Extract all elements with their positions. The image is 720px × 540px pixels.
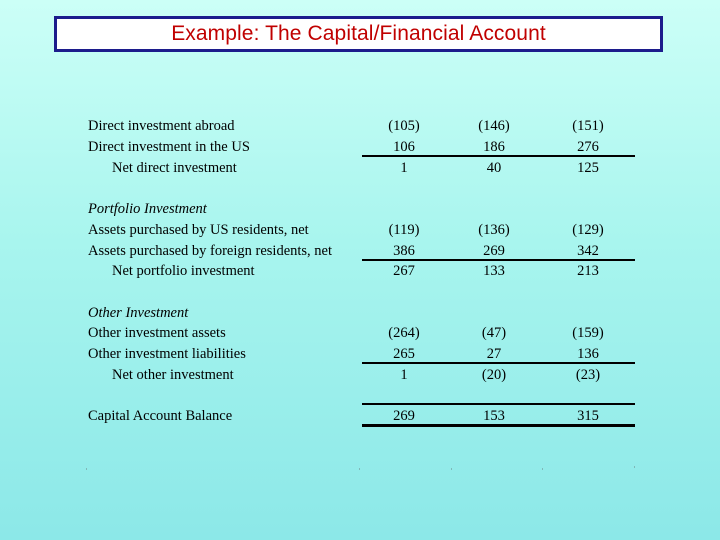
cell-value: 27 bbox=[486, 346, 502, 362]
cell-value: (146) bbox=[478, 118, 510, 134]
cell-value: 153 bbox=[483, 408, 505, 424]
title-box bbox=[54, 16, 663, 52]
cell-value: 276 bbox=[577, 139, 599, 155]
cell-value: 265 bbox=[393, 346, 415, 362]
cell-value: (105) bbox=[388, 118, 420, 134]
stray-mark bbox=[359, 468, 360, 470]
subtotal-rule bbox=[362, 259, 635, 261]
row-label: Direct investment in the US bbox=[88, 139, 250, 155]
cell-value: 1 bbox=[400, 160, 408, 176]
cell-value: (159) bbox=[572, 325, 604, 341]
cell-value: 186 bbox=[483, 139, 505, 155]
cell-value: (264) bbox=[388, 325, 420, 341]
cell-value: (136) bbox=[478, 222, 510, 238]
cell-value: 125 bbox=[577, 160, 599, 176]
cell-value: (23) bbox=[575, 367, 601, 383]
cell-value: 133 bbox=[483, 263, 505, 279]
row-label: Assets purchased by US residents, net bbox=[88, 222, 309, 238]
cell-value: (119) bbox=[388, 222, 420, 238]
cell-value: 269 bbox=[483, 243, 505, 259]
cell-value: (151) bbox=[572, 118, 604, 134]
cell-value: 267 bbox=[393, 263, 415, 279]
row-label: Direct investment abroad bbox=[88, 118, 235, 134]
subtotal-rule bbox=[362, 155, 635, 157]
cell-value: 213 bbox=[577, 263, 599, 279]
row-label: Net direct investment bbox=[112, 160, 237, 176]
total-top-rule bbox=[362, 403, 635, 405]
row-label: Net portfolio investment bbox=[112, 263, 255, 279]
total-double-rule bbox=[362, 424, 635, 427]
stray-mark bbox=[634, 466, 635, 468]
row-label: Capital Account Balance bbox=[88, 408, 233, 424]
cell-value: (129) bbox=[572, 222, 604, 238]
subtotal-rule bbox=[362, 362, 635, 364]
cell-value: (47) bbox=[481, 325, 507, 341]
page-title: Example: The Capital/Financial Account bbox=[171, 22, 546, 45]
row-label: Net other investment bbox=[112, 367, 234, 383]
cell-value: 315 bbox=[577, 408, 599, 424]
cell-value: 40 bbox=[486, 160, 502, 176]
stray-mark bbox=[451, 468, 452, 470]
cell-value: 106 bbox=[393, 139, 415, 155]
cell-value: 342 bbox=[577, 243, 599, 259]
cell-value: 386 bbox=[393, 243, 415, 259]
section-header: Other Investment bbox=[88, 305, 189, 321]
row-label: Assets purchased by foreign residents, net bbox=[88, 243, 333, 259]
cell-value: 1 bbox=[400, 367, 408, 383]
cell-value: 136 bbox=[577, 346, 599, 362]
section-header: Portfolio Investment bbox=[88, 201, 207, 217]
cell-value: 269 bbox=[393, 408, 415, 424]
cell-value: (20) bbox=[481, 367, 507, 383]
row-label: Other investment assets bbox=[88, 325, 226, 341]
stray-mark bbox=[542, 468, 543, 470]
stray-mark bbox=[86, 468, 87, 470]
row-label: Other investment liabilities bbox=[88, 346, 246, 362]
